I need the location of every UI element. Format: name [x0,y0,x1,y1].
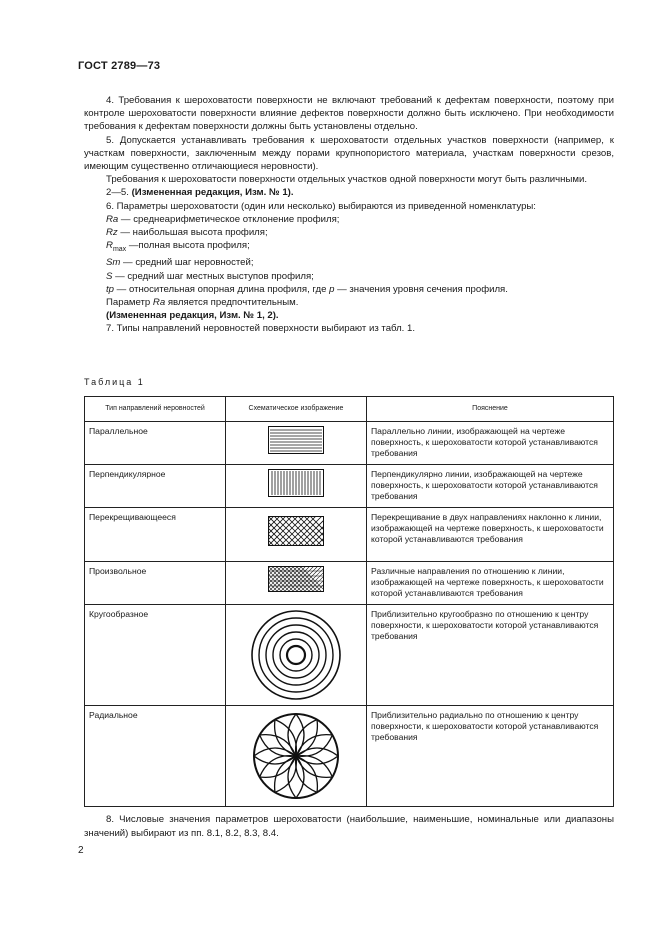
row-type: Кругообразное [85,605,226,706]
parallel-pattern-icon [268,426,324,454]
row-explanation: Перпендикулярно линии, изображающей на чертеже поверхность, к шероховатости которой устанавливаются требования [367,465,614,508]
paragraph-4: 4. Требования к шероховатости поверхности не включают требований к дефектам поверхности, поэтому при контроле шероховатости поверхности влияние дефектов поверхности должно быть исключено. При необходимости требования к дефектам поверхности должны быть установлены отдельно. [84,95,614,133]
table-row [85,562,614,605]
page-number: 2 [78,845,84,856]
param-rmax: $R_{max}$ —полная высота профиля; [106,240,250,254]
row-type: Радиальное [85,706,226,807]
paragraph-8: 8. Числовые значения параметров шероховатости (наибольшие, наименьшие, номинальные или диапазоны значений) выбирают из пп. 8.1, 8.2, 8.3, 8.4. [84,814,614,839]
crosshatch-pattern-icon [268,516,324,546]
roughness-direction-table [84,396,614,807]
param-tp: tp — относительная опорная длина профиля, где p — значения уровня сечения профиля. [106,283,508,295]
schematic-cell [226,706,367,807]
row-type: Перекрещивающееся [85,508,226,562]
schematic-cell [226,605,367,706]
header-explanation: Пояснение [367,397,614,422]
schematic-cell [226,465,367,508]
table-row [85,605,614,706]
row-type: Произвольное [85,562,226,605]
param-s: S — средний шаг местных выступов профиля; [106,270,314,282]
row-explanation: Перекрещивание в двух направлениях наклонно к линии, изображающей на чертеже поверхность, к шероховатости которой устанавливаются требования [367,508,614,562]
row-type: Перпендикулярное [85,465,226,508]
row-explanation: Приблизительно кругообразно по отношению к центру поверхности, к шероховатости которой устанавливаются требования [367,605,614,706]
table-caption: Таблица 1 [84,377,145,387]
header-schematic: Схематическое изображение [226,397,367,422]
body-text [84,94,614,336]
table-header-row [85,397,614,422]
param-rz: Rz — наибольшая высота профиля; [106,227,268,239]
schematic-cell [226,562,367,605]
perpendicular-pattern-icon [268,469,324,497]
paragraph-5: 5. Допускается устанавливать требования к шероховатости отдельных участков поверхности (например, к участкам поверхности, заключенным между порами крупнопористого материала, участкам поверхности срезов, имеющим существенно отличающиеся неровности). [84,134,614,173]
schematic-cell [226,508,367,562]
table-row [85,422,614,465]
row-type: Параллельное [85,422,226,465]
table-row [85,508,614,562]
schematic-cell [226,422,367,465]
table-row [85,706,614,807]
document-header: ГОСТ 2789—73 [78,60,161,72]
paragraph-7: 7. Типы направлений неровностей поверхности выбирают из табл. 1. [106,323,416,335]
radial-pattern-icon [250,710,342,802]
paragraph-5b: Требования к шероховатости поверхности отдельных участков одной поверхности могут быть различными. [106,174,587,186]
table-row [85,465,614,508]
param-ra: Ra — среднеарифметическое отклонение профиля; [106,213,340,225]
param-sm: Sm — средний шаг неровностей; [106,257,254,269]
edit-note-1-2: (Измененная редакция, Изм. № 1, 2). [106,310,279,322]
edit-note-2-5: 2—5. (Измененная редакция, Изм. № 1). [106,187,294,199]
circular-pattern-icon [250,609,342,701]
row-explanation: Различные направления по отношению к линии, изображающей на чертеже поверхность, к шероховатости которой устанавливаются требования [367,562,614,605]
preferred-param: Параметр Ra является предпочтительным. [106,296,299,308]
paragraph-6: 6. Параметры шероховатости (один или несколько) выбираются из приведенной номенклатуры: [106,200,536,212]
row-explanation: Параллельно линии, изображающей на чертеже поверхность, к шероховатости которой устанавливаются требования [367,422,614,465]
header-type: Тип направлений неровностей [85,397,226,422]
random-pattern-icon [268,566,324,592]
row-explanation: Приблизительно радиально по отношению к центру поверхности, к шероховатости которой устанавливаются требования [367,706,614,807]
